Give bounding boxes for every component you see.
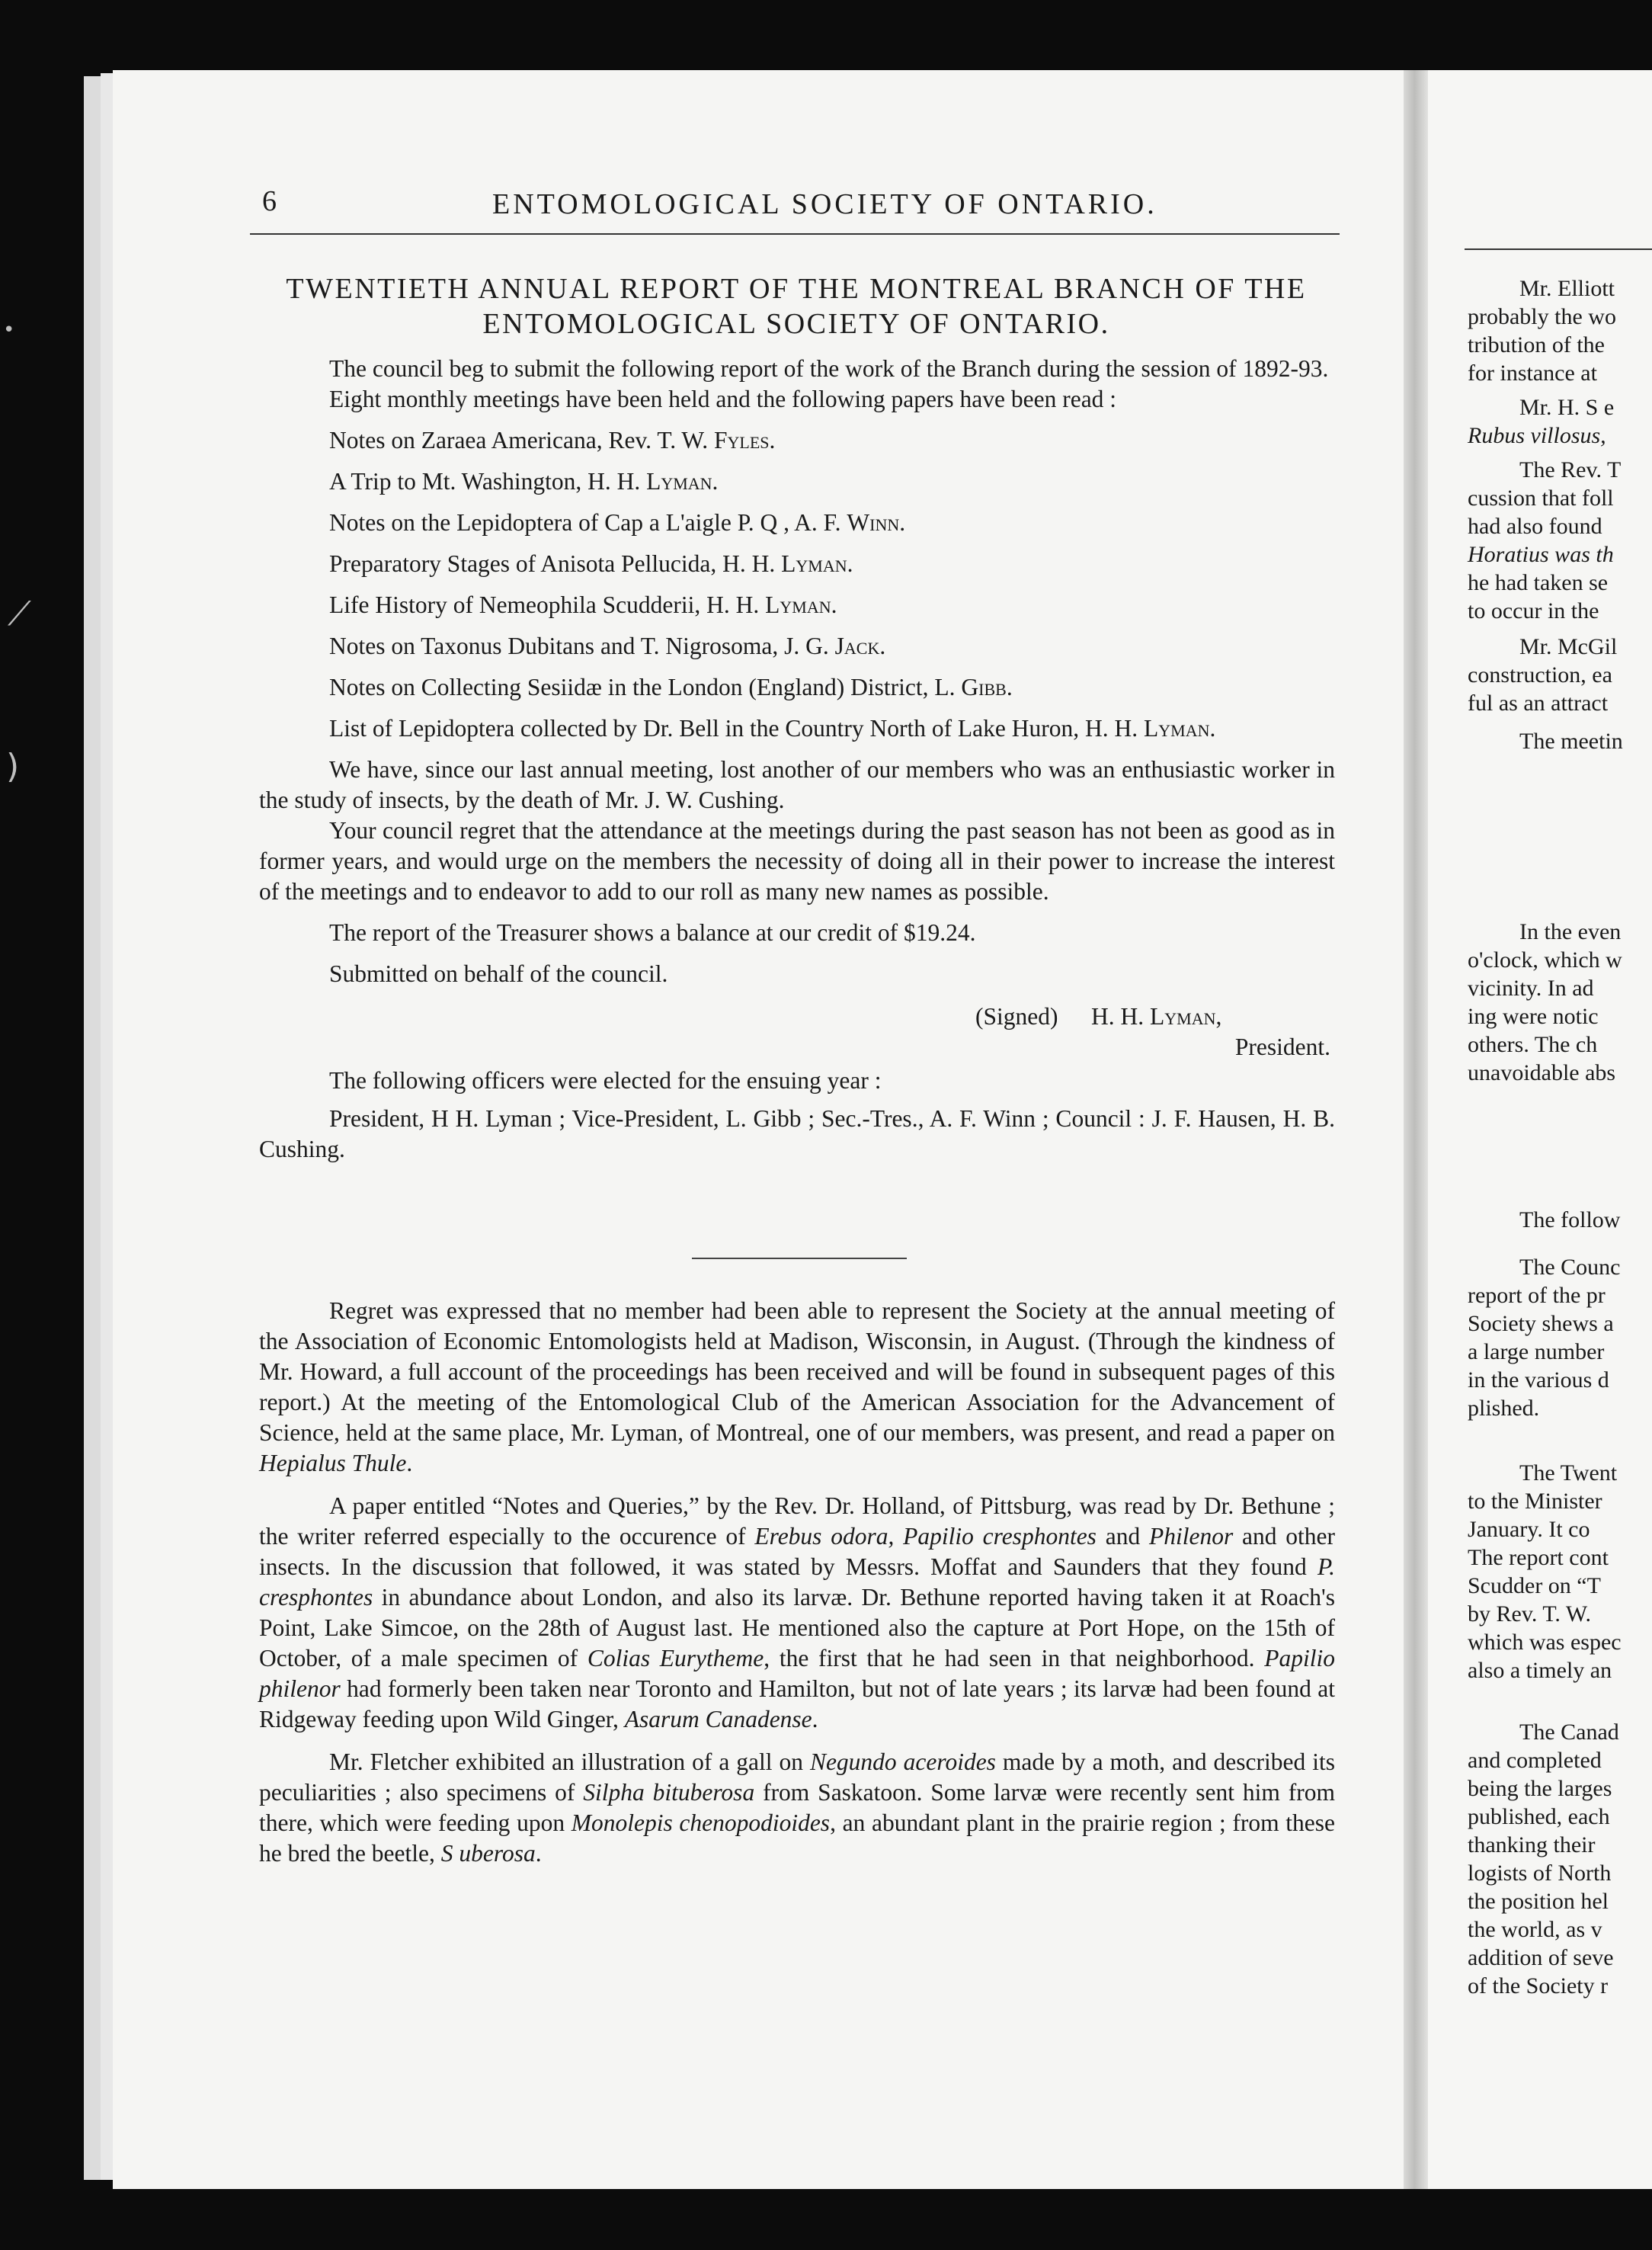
officers-list: President, H H. Lyman ; Vice-President, L. Gibb ; Sec.-Tres., A. F. Winn ; Council : J. F. Hausen, H. B. Cushing.	[259, 1105, 1335, 1162]
body-paragraph: Regret was expressed that no member had been able to represent the Society at the annual meeting of the Association of Economic Entomologists held at Madison, Wisconsin, in August. (Through the kindness of Mr. Howard, a full account of the proceedings has been received and will be found in subsequent pages of this report.) At the meeting of the Entomological Club of the American Association for the Advancement of Science, held at the same place, Mr. Lyman, of Montreal, one of our members, was present, and read a paper on Hepialus Thule.	[259, 1297, 1335, 1476]
right-block: Mr. McGil construction, ea ful as an attract	[1468, 634, 1618, 716]
paper-item: Notes on Collecting Sesiidæ in the London (England) District, L. Gibb.	[329, 674, 1013, 700]
loss-paragraph: We have, since our last annual meeting, lost another of our members who was an enthusiastic worker in the study of insects, by the death of Mr. J. W. Cushing.	[259, 756, 1335, 813]
signer-title: President.	[1234, 1034, 1330, 1060]
report-intro: The council beg to submit the following report of the work of the Branch during the session of 1892-93.	[329, 355, 1329, 382]
margin-mark: •	[3, 319, 15, 341]
branch-report	[259, 354, 1335, 1165]
body-paragraph: Mr. Fletcher exhibited an illustration of a gall on Negundo aceroides made by a moth, and described its peculiarities ; also specimens of Silpha bituberosa from Saskatoon. Some larvæ were recently sent him from there, which were feeding upon Monolepis chenopodioides, an abundant plant in the prairie region ; from these he bred the beetle, S uberosa.	[259, 1748, 1335, 1867]
officers-intro: The following officers were elected for the ensuing year :	[329, 1067, 882, 1094]
paper-item: List of Lepidoptera collected by Dr. Bell in the Country North of Lake Huron, H. H. Lyman.	[329, 715, 1216, 742]
paper-item: Notes on Zaraea Americana, Rev. T. W. Fyles.	[329, 427, 776, 454]
right-block: Mr. H. S e Rubus villosus,	[1468, 395, 1615, 448]
page-header	[251, 184, 1341, 230]
header-rule	[250, 233, 1340, 235]
right-page	[1428, 70, 1652, 2189]
paper-item: A Trip to Mt. Washington, H. H. Lyman.	[329, 468, 719, 495]
right-block: The follow	[1519, 1207, 1621, 1232]
paper-item: Preparatory Stages of Anisota Pellucida, H. H. Lyman.	[329, 550, 853, 577]
signature-block	[259, 1002, 1335, 1066]
right-header-rule	[1465, 248, 1652, 250]
right-block: The Counc report of the pr Society shews a a large number in the various d plished.	[1468, 1255, 1621, 1421]
meeting-notes	[259, 1296, 1335, 1869]
meetings-paragraph: Eight monthly meetings have been held and the following papers have been read :	[329, 386, 1117, 412]
attendance-paragraph: Your council regret that the attendance at the meetings during the past season has not been as good as in former years, and would urge on the members the necessity of doing all in their power to increase the interest of the meetings and to endeavor to add to our roll as many new names as possible.	[259, 817, 1335, 905]
right-block: Mr. Elliott probably the wo tribution of the for instance at	[1468, 276, 1616, 386]
paper-item: Notes on Taxonus Dubitans and T. Nigrosoma, J. G. Jack.	[329, 633, 886, 659]
running-head: ENTOMOLOGICAL SOCIETY OF ONTARIO.	[492, 188, 1157, 220]
right-block: The meetin	[1519, 729, 1623, 754]
right-block: The Rev. T cussion that foll had also found Horatius was th he had taken se to occur in the	[1468, 457, 1622, 623]
report-title: TWENTIETH ANNUAL REPORT OF THE MONTREAL BRANCH OF THE ENTOMOLOGICAL SOCIETY OF ONTARIO.	[286, 273, 1307, 340]
section-divider	[692, 1258, 907, 1259]
margin-mark: ⟋	[8, 595, 31, 633]
paper-item: Life History of Nemeophila Scudderii, H. H. Lyman.	[329, 591, 837, 618]
signed-label: (Signed)	[975, 1003, 1058, 1030]
right-block: The Canad and completed being the larges published, each thanking their logists of North the position hel the world, as v addition of seve of the Society r	[1468, 1720, 1619, 1998]
body-paragraph: A paper entitled “Notes and Queries,” by the Rev. Dr. Holland, of Pittsburg, was read by Dr. Bethune ; the writer referred especially to the occurence of Erebus odora, Papilio cresphontes and Philenor and other insects. In the discussion that followed, it was stated by Messrs. Moffat and Saunders that they found P. cresphontes in abundance about London, and also its larvæ. Dr. Bethune reported having taken it at Roach's Point, Lake Simcoe, on the 28th of August last. He mentioned also the capture at Port Hope, on the 15th of October, of a male specimen of Colias Eurytheme, the first that he had seen in that neighborhood. Papilio philenor had formerly been taken near Toronto and Hamilton, but not of late years ; its larvæ had been found at Ridgeway feeding upon Wild Ginger, Asarum Canadense.	[259, 1492, 1335, 1732]
signer-name: H. H. Lyman,	[1091, 1003, 1222, 1030]
right-block: In the even o'clock, which w vicinity. In ad ing were notic others. The ch unavoidable abs	[1468, 919, 1622, 1085]
right-block: The Twent to the Minister January. It co The report cont Scudder on “T by Rev. T. W. which was espec also a timely an	[1468, 1460, 1622, 1683]
margin-mark: )	[6, 747, 20, 786]
treasurer-paragraph: The report of the Treasurer shows a balance at our credit of $19.24.	[329, 919, 976, 946]
book-gutter	[1404, 70, 1428, 2189]
page-number: 6	[262, 185, 277, 217]
submitted-line: Submitted on behalf of the council.	[329, 960, 668, 987]
paper-item: Notes on the Lepidoptera of Cap a L'aigle P. Q , A. F. Winn.	[329, 509, 906, 536]
